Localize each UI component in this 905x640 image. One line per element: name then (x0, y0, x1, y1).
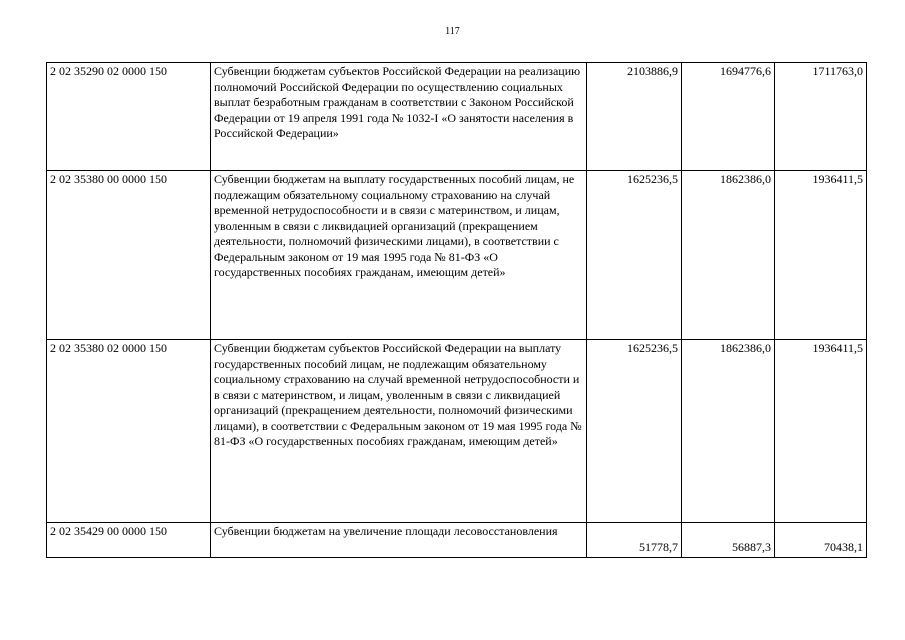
budget-code: 2 02 35380 02 0000 150 (47, 340, 211, 523)
amount-year-1: 51778,7 (587, 523, 682, 558)
budget-code: 2 02 35290 02 0000 150 (47, 63, 211, 171)
amount-year-3: 1711763,0 (775, 63, 867, 171)
table-row (47, 171, 867, 340)
amount-year-2: 1694776,6 (682, 63, 775, 171)
amount-year-3: 1936411,5 (775, 340, 867, 523)
amount-year-1: 1625236,5 (587, 171, 682, 340)
item-name: Субвенции бюджетам на увеличение площади лесовосстановления (211, 523, 587, 558)
amount-year-2: 1862386,0 (682, 171, 775, 340)
item-name: Субвенции бюджетам субъектов Российской Федерации на выплату государственных пособий лицам, не подлежащим обязательному социальному страхованию на случай временной нетрудоспособности и в связи с материнством, и лицам, уволенным в связи с ликвидацией организаций (прекращением деятельности, полномочий физическими лицами), в соответствии с Федеральным законом от 19 мая 1995 года № 81-ФЗ «О государственных пособиях гражданам, имеющим детей» (211, 340, 587, 523)
page-number: 117 (445, 26, 460, 37)
table-row (47, 523, 867, 558)
amount-year-1: 1625236,5 (587, 340, 682, 523)
item-name: Субвенции бюджетам субъектов Российской Федерации на реализацию полномочий Российской Федерации по осуществлению социальных выплат безработным гражданам в соответствии с Законом Российской Федерации от 19 апреля 1991 года № 1032-I «О занятости населения в Российской Федерации» (211, 63, 587, 171)
amount-year-3: 1936411,5 (775, 171, 867, 340)
budget-table (46, 62, 867, 558)
amount-year-1: 2103886,9 (587, 63, 682, 171)
amount-year-2: 1862386,0 (682, 340, 775, 523)
budget-code: 2 02 35380 00 0000 150 (47, 171, 211, 340)
amount-year-3: 70438,1 (775, 523, 867, 558)
item-name: Субвенции бюджетам на выплату государственных пособий лицам, не подлежащим обязательному социальному страхованию на случай временной нетрудоспособности и в связи с материнством, и лицам, уволенным в связи с ликвидацией организаций (прекращением деятельности, полномочий физическими лицами), в соответствии с Федеральным законом от 19 мая 1995 года № 81-ФЗ «О государственных пособиях гражданам, имеющим детей» (211, 171, 587, 340)
amount-year-2: 56887,3 (682, 523, 775, 558)
table-row (47, 63, 867, 171)
table-row (47, 340, 867, 523)
budget-code: 2 02 35429 00 0000 150 (47, 523, 211, 558)
